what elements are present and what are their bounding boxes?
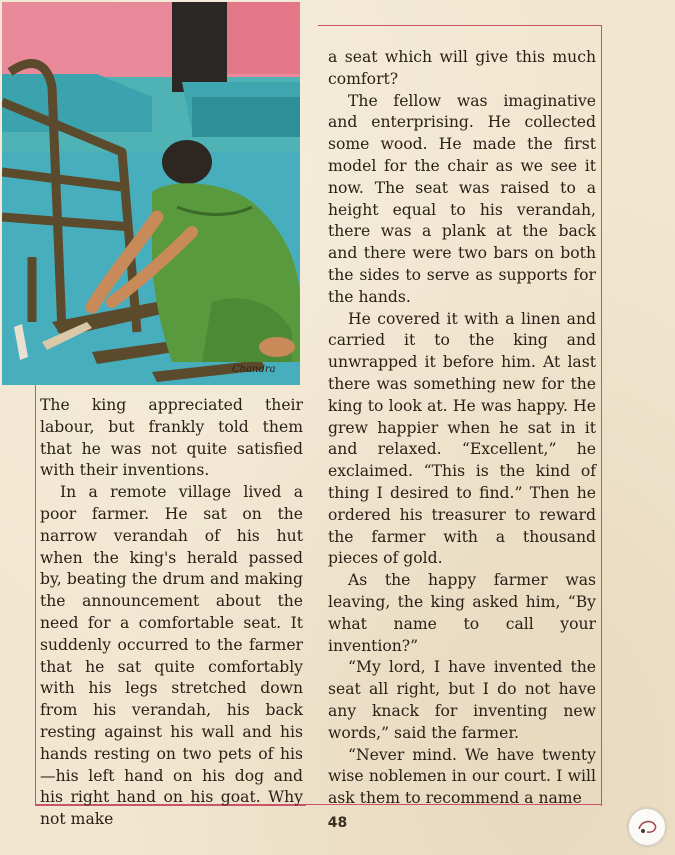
right-text-column [328, 47, 596, 810]
paragraph: As the happy farmer was leaving, the king asked him, “By what name to call your invention?” [328, 571, 596, 655]
left-text-column [40, 395, 303, 831]
logo-icon [628, 808, 666, 846]
paragraph: In a remote village lived a poor farmer. He sat on the narrow verandah of his hut when the king's herald passed by, beating the drum and making the announcement about the need for a comfortable seat. It suddenly occurred to the farmer that he sat quite comfortably with his legs stretched down from his verandah, his back resting against his wall and his hands resting on two pets of his—his left hand on his dog and his right hand on his goat. Why not make [40, 483, 303, 829]
page-number: 48 [327, 815, 348, 831]
story-illustration [2, 2, 300, 385]
paragraph: The fellow was imaginative and enterprising. He collected some wood. He made the first model for the chair as we see it now. The seat was raised to a height equal to his verandah, there was a plank at the back and there were two bars on both the sides to serve as supports for the hands. [328, 91, 596, 306]
paragraph: a seat which will give this much comfort? [328, 48, 596, 88]
paragraph: “My lord, I have invented the seat all right, but I do not have any knack for inventing new words,” said the farmer. [328, 658, 596, 742]
paragraph: He covered it with a linen and carried it to the king and unwrapped it before him. At last there was something new for the king to look at. He was happy. He grew happier when he sat in it and relaxed. “Excellent,” he exclaimed. “This is the kind of thing I desired to find.” Then he ordered his treasurer to reward the farmer with a thousand pieces of gold. [328, 309, 596, 568]
artist-signature: Chandra [232, 364, 276, 375]
farmer-making-chair-illustration [2, 2, 300, 385]
paragraph: “Never mind. We have twenty wise noblemen in our court. I will ask them to recommend a name [328, 745, 596, 808]
paragraph: The king appreciated their labour, but frankly told them that he was not quite satisfied with their inventions. [40, 396, 303, 480]
